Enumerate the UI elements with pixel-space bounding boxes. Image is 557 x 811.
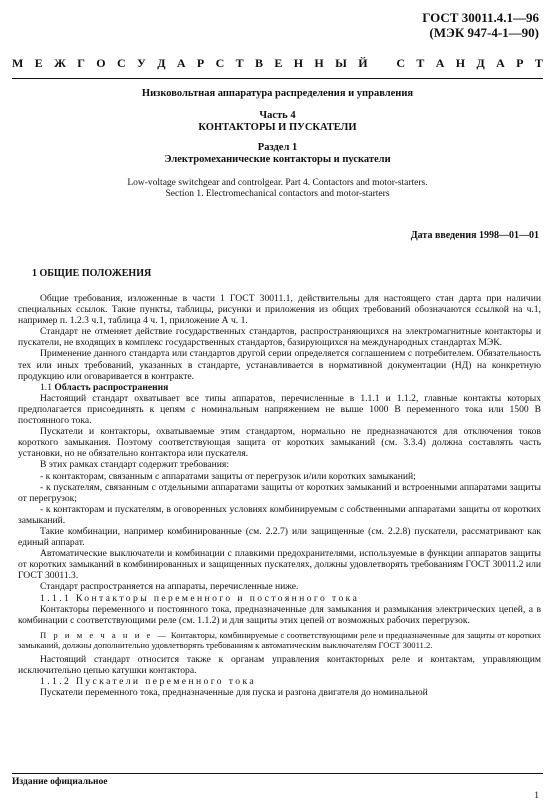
iec-code: (МЭК 947-4-1—90) (429, 25, 539, 40)
banner-letter: У (137, 56, 146, 70)
document-main-title: Низковольтная аппаратура распределения и управления (141, 88, 414, 99)
banner-letter: Н (314, 56, 324, 70)
banner-letter: Т (534, 56, 543, 70)
subsection-1-1-heading (18, 382, 541, 393)
paragraph: Такие комбинации, например комбинированные (см. 2.2.7) или защищенные (см. 2.2.8) пускатели, рассматривают как единый аппарат. (18, 525, 541, 549)
subsection-1-1-1-heading: 1.1.1 Контакторы переменного и постоянного тока (40, 592, 360, 604)
paragraph: Стандарт не отменяет действие государственных стандартов, распространяющихся на электромагнитные контакторы и пускатели, не входящих в комплекс государственных стандартов, базирующихся на международных стандартах МЭК. (18, 326, 541, 349)
banner-letter: Е (34, 56, 43, 70)
footer-rule (12, 773, 543, 774)
banner-letter: Д (476, 56, 485, 70)
paragraph: Общие требования, изложенные в части 1 ГОСТ 30011.1, действительны для настоящего стан дарта при наличии специальных ссылок. Такие пункты, таблицы, рисунки и приложения из общих требований обозначаются ссылкой на ч.1, например п. 1.2.3 ч.1, таблица 4 ч. 1, приложение А ч. 1. (18, 293, 541, 327)
subsection-number: 1.1 (40, 381, 52, 393)
part-number: Часть 4 (259, 110, 296, 121)
official-edition-label: Издание официальное (12, 777, 108, 787)
header-rule (12, 78, 543, 79)
banner-letter (379, 56, 385, 71)
banner-letter: А (435, 56, 445, 70)
interstate-standard-banner (12, 56, 543, 71)
english-title (12, 178, 543, 200)
banner-letter: Т (235, 56, 244, 70)
banner-letter: Р (196, 56, 205, 70)
banner-letter: Н (293, 56, 304, 70)
paragraph: Автоматические выключатели и комбинации с плавкими предохранителями, используемые в функции аппаратов защиты от коротких замыканий в комбинированных и защищенных пускателях, должны удовлетворять требованиям ГОСТ 30011.2 или ГОСТ 30011.3. (18, 548, 541, 582)
paragraph: Стандарт распространяется на аппараты, перечисленные ниже. (40, 581, 299, 593)
part-title: КОНТАКТОРЫ И ПУСКАТЕЛИ (198, 122, 357, 133)
banner-letter: М (12, 56, 24, 70)
banner-letter: Д (157, 56, 166, 70)
section-number: Раздел 1 (257, 142, 298, 153)
english-title-line-1: Low-voltage switchgear and controlgear. Part 4. Contactors and motor-starters. (127, 178, 428, 188)
banner-letter: Е (274, 56, 283, 70)
list-item: - к пускателям, связанным с отдельными аппаратами защиты от коротких замыканий и встроенными аппаратами защиты от перегрузок; (18, 481, 541, 504)
subsection-1-1-2-heading: 1.1.2 Пускатели переменного тока (40, 676, 257, 687)
introduction-date: Дата введения 1998—01—01 (410, 230, 539, 241)
paragraph: В этих рамках стандарт содержит требования: (40, 459, 230, 471)
list-item: - к контакторам и пускателям, в оговоренных условиях комбинируемым с собственными аппаратами защиты от коротких замыканий. (18, 503, 541, 526)
paragraph: Пускатели и контакторы, охватываемые этим стандартом, нормально не предназначаются для отключения токов короткого замыкания. Поэтому соответствующая защита от коротких замыканий (см. 3.3.4) должна составлять часть установки, но не обязательно контактора или пускателя. (18, 426, 541, 460)
banner-letter: Ж (54, 56, 66, 70)
subsection-title: Область распространения (54, 381, 169, 393)
note-label: П р и м е ч а н и е — (40, 629, 169, 640)
banner-letter: Г (77, 56, 85, 70)
document-body (18, 293, 541, 698)
paragraph: Применение данного стандарта или стандартов другой серии определяется соглашением с потребителем. Обязательность тех или иных требований, указанных в стандарте, устанавливается в нормативной документации (НД) на конкретную продукцию или оговаривается в контракте. (18, 348, 541, 382)
note-text: Контакторы, комбинируемые с соответствующими реле и предназначенные для защиты от коротких замыканий, должны дополнительно удовлетворять требованиям к автоматическим выключателям ГОСТ 30011.2. (18, 629, 541, 650)
banner-letter: Н (455, 56, 466, 70)
banner-letter: С (396, 56, 406, 70)
note (18, 630, 541, 650)
banner-letter: Т (416, 56, 425, 70)
banner-letter: В (254, 56, 263, 70)
gost-code: ГОСТ 30011.4.1—96 (422, 10, 539, 25)
paragraph: Настоящий стандарт относится также к органам управления контакторных реле и контактам, управляющим исключительно цепью катушки контактора. (18, 653, 541, 676)
section-1-heading: 1 ОБЩИЕ ПОЛОЖЕНИЯ (32, 268, 152, 279)
banner-letter: Ы (335, 56, 347, 70)
paragraph: Контакторы переменного и постоянного тока, предназначенные для замыкания и размыкания электрических цепей, а в комбинации с соответствующими реле (см. 1.1.2) и для защиты этих цепей от возможных рабочих перегрузок. (18, 603, 541, 626)
list-item: - к контакторам, связанным с аппаратами защиты от перегрузок и/или коротких замыканий; (40, 470, 416, 482)
banner-letter: О (96, 56, 106, 70)
banner-letter: С (215, 56, 225, 70)
page-number: 1 (534, 791, 539, 801)
paragraph: Настоящий стандарт охватывает все типы аппаратов, перечисленные в 1.1.1 и 1.1.2, главные контакты которых предполагается присоединять к цепям с номинальным напряжением не выше 1000 В переменного тока или 1500 В постоянного тока. (18, 392, 541, 427)
section-heading (12, 142, 543, 166)
part-heading (12, 110, 543, 134)
section-title: Электромеханические контакторы и пускатели (164, 154, 391, 165)
banner-letter: А (496, 56, 505, 70)
banner-letter: С (117, 56, 126, 70)
paragraph: Пускатели переменного тока, предназначенные для пуска и разгона двигателя до номинальной (40, 687, 428, 699)
banner-letter: А (176, 56, 186, 70)
banner-letter: Й (358, 56, 368, 70)
gost-code-block (422, 10, 539, 40)
english-title-line-2: Section 1. Electromechanical contactors and motor-starters (165, 189, 390, 199)
banner-letter: Р (516, 56, 524, 70)
